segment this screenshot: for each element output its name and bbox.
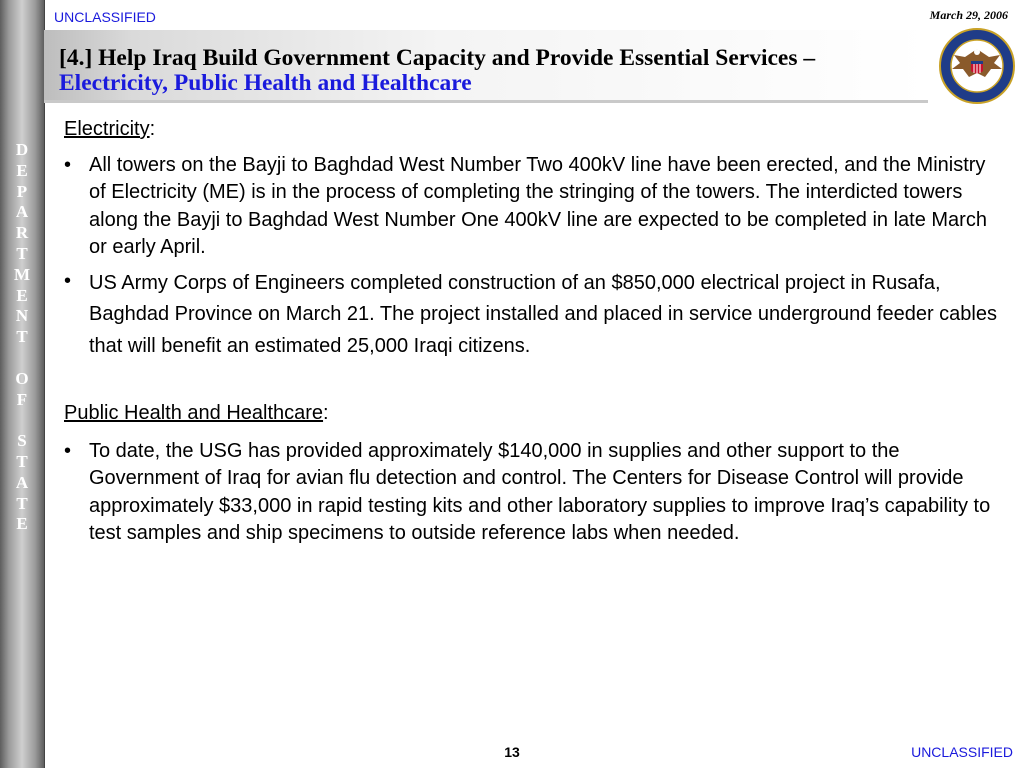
side-bar [0,0,45,768]
sidebar-letter: E [16,160,28,180]
bullet-text: To date, the USG has provided approximately $140,000 in supplies and other support to the Government of Iraq for avian flu detection and control. The Centers for Disease Control will provide approximately $33,000 in rapid testing kits and other laboratory supplies to improve Iraq’s capability to test samples and ship specimens to outside reference labs when needed. [89,439,991,544]
department-of-state-seal-icon [930,27,1024,105]
sidebar-letter: R [15,223,29,243]
slide-date: March 29, 2006 [929,8,1008,22]
bullet-item [64,268,1004,363]
classification-marking-top: UNCLASSIFIED [54,9,156,25]
sidebar-letter: A [15,202,29,222]
sidebar-letter: E [16,285,28,305]
page-number: 13 [504,744,520,760]
sidebar-letter: P [16,181,28,201]
title-accent: Electricity, Public Health and Healthcare [59,70,472,96]
section-heading-text: Public Health and Healthcare [64,402,324,424]
heading-colon: : [323,402,329,424]
bullet-glyph: • [64,439,72,462]
bullet-glyph: • [64,153,72,176]
sidebar-letter: T [16,451,28,471]
sidebar-letter: O [15,368,29,388]
bullet-glyph: • [64,269,72,292]
sidebar-letter: S [17,431,27,451]
sidebar-letter: T [16,493,28,513]
sidebar-letter: T [16,327,28,347]
bullet-text: US Army Corps of Engineers completed construction of an $850,000 electrical project in Rusafa, Baghdad Province on March 21. The project installed and placed in service underground feeder cables that will benefit an estimated 25,000 Iraqi citizens. [89,271,997,357]
section-heading-text: Electricity [64,118,150,140]
bullet-item [64,152,1004,262]
bullet-text: All towers on the Bayji to Baghdad West Number Two 400kV line have been erected, and the Ministry of Electricity (ME) is in the process of completing the stringing of the towers. The interdicted towers along the Bayji to Baghdad West Number One 400kV line are expected to be completed in late March or early April. [89,153,987,258]
sidebar-letter: N [15,306,29,326]
sidebar-letter: F [16,389,28,409]
sidebar-letter: D [15,140,29,159]
department-of-state-vertical-text [0,140,44,535]
section-spacer [64,362,1004,400]
section-heading-electricity [64,116,1004,144]
slide-title [59,46,919,96]
classification-marking-bottom: UNCLASSIFIED [911,744,1013,760]
bullet-item [64,438,1004,548]
section-heading-public-health [64,400,1004,428]
slide-body [64,116,1004,548]
sidebar-letter: E [16,514,28,534]
heading-colon: : [149,118,156,140]
sidebar-letter: A [15,472,29,492]
sidebar-letter: T [16,243,28,263]
sidebar-letter: M [13,264,31,284]
title-main: [4.] Help Iraq Build Government Capacity and Provide Essential Services – [59,45,816,71]
